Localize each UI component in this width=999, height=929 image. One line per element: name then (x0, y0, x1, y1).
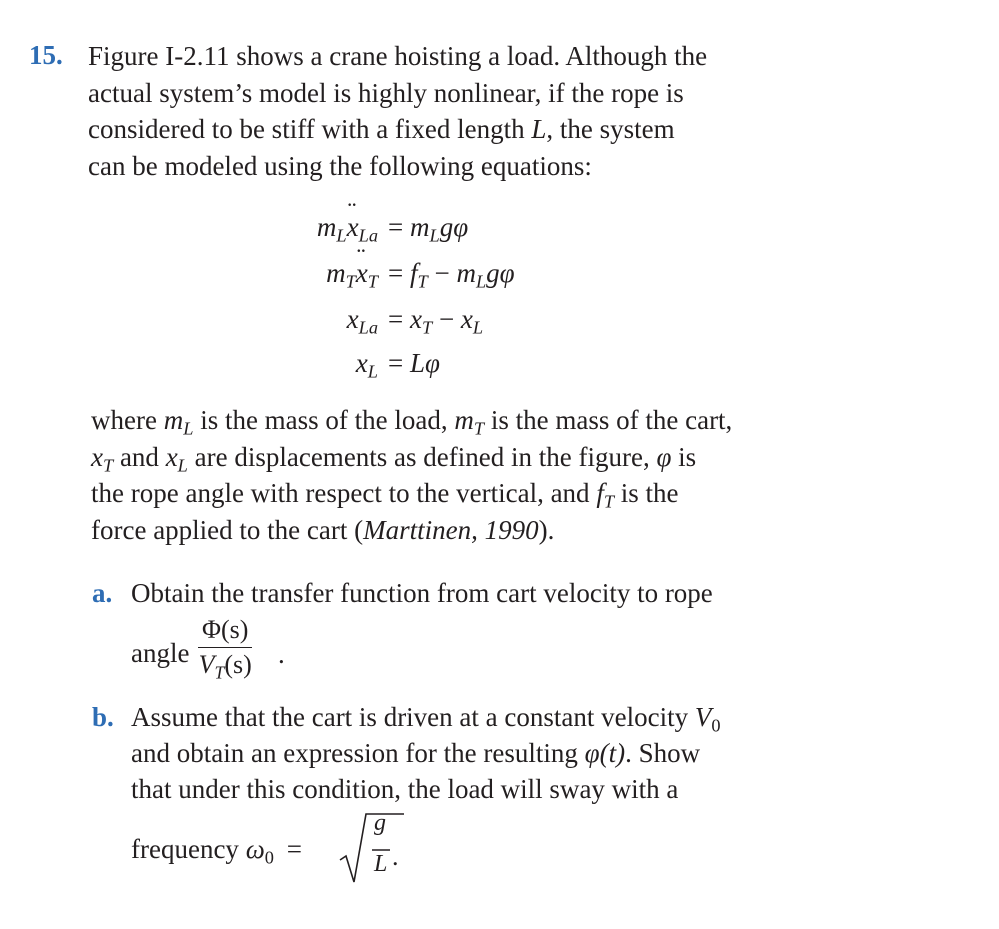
transfer-function-fraction: $\frac{\Phi(s)}{V_T(s)}$ (198, 615, 252, 683)
equation-1-rhs: = $m_Lg\varphi$ (388, 212, 469, 246)
equation-3-rhs: = $x_T - x_L$ (388, 304, 484, 338)
equation-3-lhs: $x_{La}$ (346, 304, 378, 338)
part-b-line-2: and obtain an expression for the resulting φ(t). Show (131, 738, 701, 768)
equation-4-lhs: $x_L$ (355, 348, 378, 382)
problem-number: 15. (29, 40, 63, 70)
problem-intro (88, 38, 760, 184)
part-b-label: b. (92, 702, 114, 732)
part-a-label: a. (92, 578, 113, 608)
part-b-period: . (392, 842, 399, 871)
part-b-line-1: Assume that the cart is driven at a constant velocity $V_0$ (131, 702, 721, 736)
equation-2-lhs: $m_T¨$ $x_T$ (218, 258, 378, 289)
part-a-line-1: Obtain the transfer function from cart velocity to rope (131, 578, 713, 608)
part-b-line-3: that under this condition, the load will sway with a (131, 774, 679, 804)
part-a-period: . (278, 639, 285, 669)
sqrt-denominator: L (374, 851, 388, 877)
intro-line-4: can be modeled using the following equations: (88, 150, 592, 181)
part-a-line-2-prefix: angle (131, 638, 190, 668)
variable-definitions: where $m_L$ is the mass of the load, $m_T$ is the mass of the cart, $x_T$ and $x_L$ are displacements as defined in the figure, φ is the rope angle with respect to the vertical, and $f_T$ is the force applied to the cart (Marttinen, 1990). (91, 405, 733, 545)
part-b-line-4: frequency $\omega_0$ = (131, 834, 302, 868)
equation-1-lhs: $m_L¨$ $x_{La}$ (218, 212, 378, 243)
sqrt-numerator: g (374, 810, 386, 836)
intro-line-2: actual system’s model is highly nonlinear, if the rope is (88, 77, 684, 108)
intro-line-1: Figure I-2.11 shows a crane hoisting a load. Although the (88, 41, 708, 71)
intro-line-3: considered to be stiff with a fixed length L, the system (88, 114, 675, 144)
equation-2-rhs: = $f_T - m_Lg\varphi$ (388, 258, 515, 292)
equation-4-rhs: = Lφ (388, 348, 440, 378)
